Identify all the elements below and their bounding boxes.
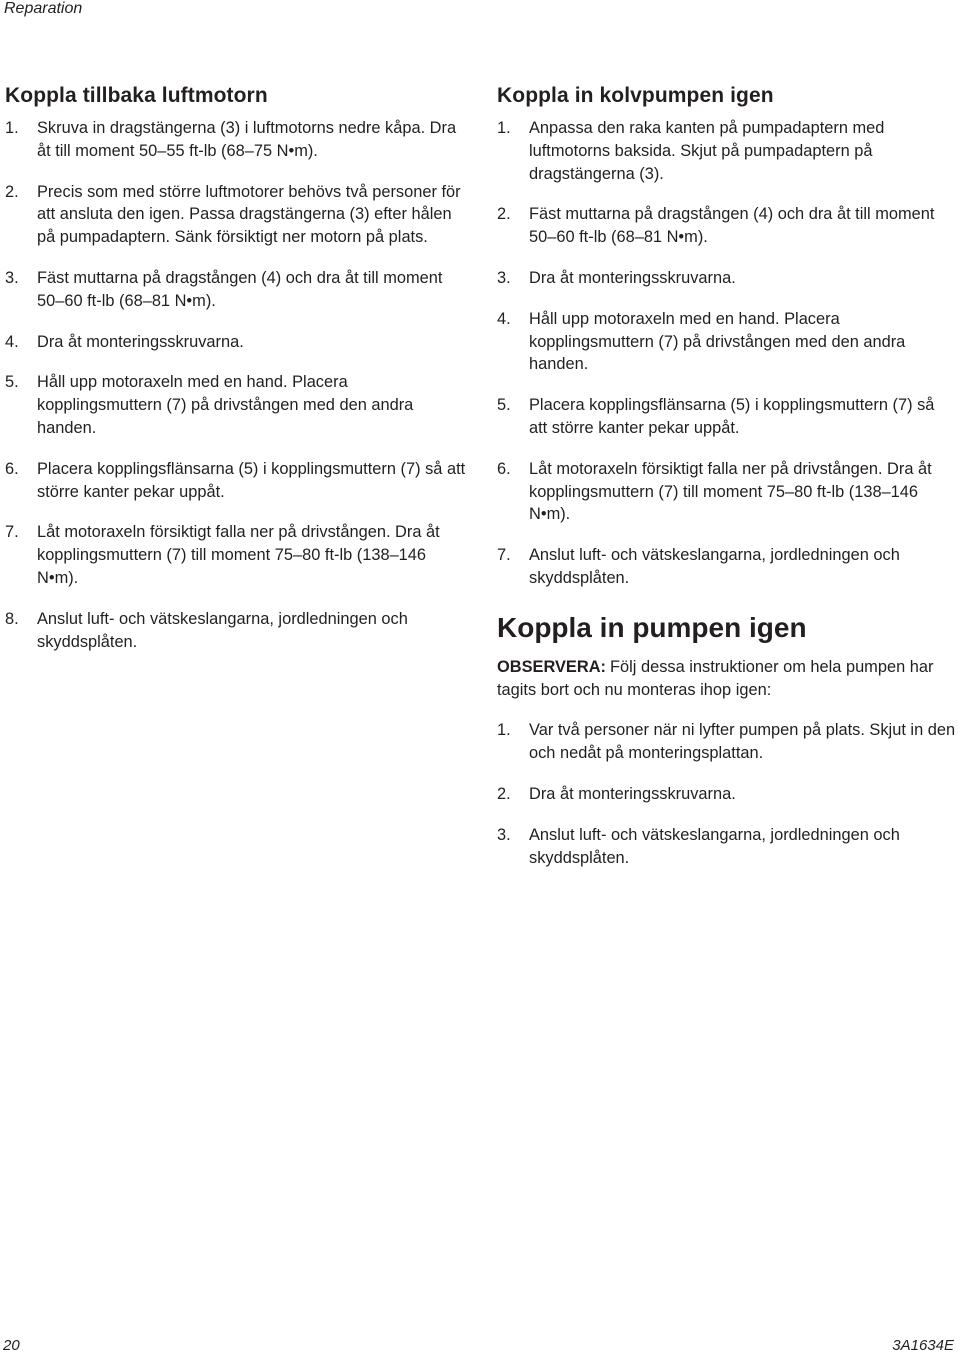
step-item (5, 331, 467, 354)
step-text: Dra åt monteringsskruvarna. (37, 332, 244, 351)
step-item (497, 458, 957, 526)
step-item (497, 394, 957, 440)
left-column (5, 84, 467, 653)
step-item (497, 719, 957, 765)
step-list-reconnect-air-motor (5, 117, 467, 653)
page-number: 20 (3, 1337, 20, 1354)
step-number: 2. (5, 182, 19, 201)
step-item (497, 203, 957, 249)
step-number: 2. (497, 784, 511, 803)
note-paragraph (497, 656, 957, 702)
step-number: 1. (5, 119, 19, 137)
step-text: Dra åt monteringsskruvarna. (529, 268, 736, 287)
step-text: Dra åt monteringsskruvarna. (529, 784, 736, 803)
step-number: 4. (497, 309, 511, 328)
step-list-reconnect-pump (497, 719, 957, 869)
step-item (5, 267, 467, 313)
step-text: Placera kopplingsflänsarna (5) i kopplingsmuttern (7) så att större kanter pekar uppåt. (529, 396, 935, 437)
note-text: Följ dessa instruktioner om hela pumpen har tagits bort och nu monteras ihop igen: (497, 657, 934, 699)
step-item (5, 371, 467, 439)
step-item (5, 521, 467, 589)
step-item (497, 308, 957, 376)
step-item (5, 608, 467, 654)
step-number: 5. (5, 373, 19, 392)
step-text: Skruva in dragstängerna (3) i luftmotorns nedre kåpa. Dra åt till moment 50–55 ft-lb (68–75 N•m). (37, 119, 457, 160)
step-number: 3. (497, 825, 511, 844)
step-text: Fäst muttarna på dragstången (4) och dra åt till moment 50–60 ft-lb (68–81 N•m). (529, 205, 935, 247)
section-title-reconnect-air-motor: Koppla tillbaka luftmotorn (5, 84, 268, 107)
step-list-reconnect-piston-pump (497, 117, 957, 590)
step-text: Låt motoraxeln försiktigt falla ner på drivstången. Dra åt kopplingsmuttern (7) till moment 75–80 ft-lb (138–146 N•m). (37, 523, 440, 587)
step-text: Låt motoraxeln försiktigt falla ner på drivstången. Dra åt kopplingsmuttern (7) till moment 75–80 ft-lb (138–146 N•m). (529, 459, 932, 524)
step-item (497, 544, 957, 590)
note-label: OBSERVERA: (497, 657, 606, 676)
step-item (497, 824, 957, 870)
step-number: 3. (5, 268, 19, 287)
step-text: Precis som med större luftmotorer behövs två personer för att ansluta den igen. Passa dragstängerna (3) efter hålen på pumpadaptern. Sänk försiktigt ner motorn på plats. (37, 182, 461, 247)
document-number: 3A1634E (892, 1337, 954, 1354)
step-number: 1. (497, 721, 511, 740)
step-number: 2. (497, 205, 511, 224)
step-number: 6. (5, 459, 19, 478)
step-number: 3. (497, 268, 511, 287)
step-number: 1. (497, 119, 511, 137)
step-number: 5. (497, 396, 511, 415)
step-number: 7. (5, 523, 19, 542)
step-number: 8. (5, 609, 19, 628)
step-item (5, 181, 467, 249)
step-number: 7. (497, 546, 511, 565)
running-header-section: Reparation (4, 0, 83, 17)
step-text: Anpassa den raka kanten på pumpadaptern med luftmotorns baksida. Skjut på pumpadaptern på dragstängerna (3). (529, 119, 885, 183)
step-text: Fäst muttarna på dragstången (4) och dra åt till moment 50–60 ft-lb (68–81 N•m). (37, 268, 443, 310)
step-text: Var två personer när ni lyfter pumpen på plats. Skjut in den och nedåt på monteringsplattan. (529, 721, 956, 763)
step-number: 4. (5, 332, 19, 351)
step-text: Håll upp motoraxeln med en hand. Placera kopplingsmuttern (7) på drivstången med den andra handen. (529, 309, 906, 374)
step-item (497, 783, 957, 806)
section-title-reconnect-piston-pump: Koppla in kolvpumpen igen (497, 84, 774, 107)
step-text: Placera kopplingsflänsarna (5) i kopplingsmuttern (7) så att större kanter pekar uppåt. (37, 459, 466, 501)
step-item (5, 117, 467, 163)
step-item (497, 267, 957, 290)
step-item (497, 117, 957, 185)
step-item (5, 458, 467, 504)
step-text: Anslut luft- och vätskeslangarna, jordledningen och skyddsplåten. (529, 546, 900, 587)
right-column (497, 84, 957, 869)
section-title-reconnect-pump: Koppla in pumpen igen (497, 611, 807, 643)
step-text: Anslut luft- och vätskeslangarna, jordledningen och skyddsplåten. (529, 825, 900, 867)
step-number: 6. (497, 459, 511, 478)
step-text: Anslut luft- och vätskeslangarna, jordledningen och skyddsplåten. (37, 609, 408, 651)
step-text: Håll upp motoraxeln med en hand. Placera kopplingsmuttern (7) på drivstången med den andra handen. (37, 373, 414, 437)
